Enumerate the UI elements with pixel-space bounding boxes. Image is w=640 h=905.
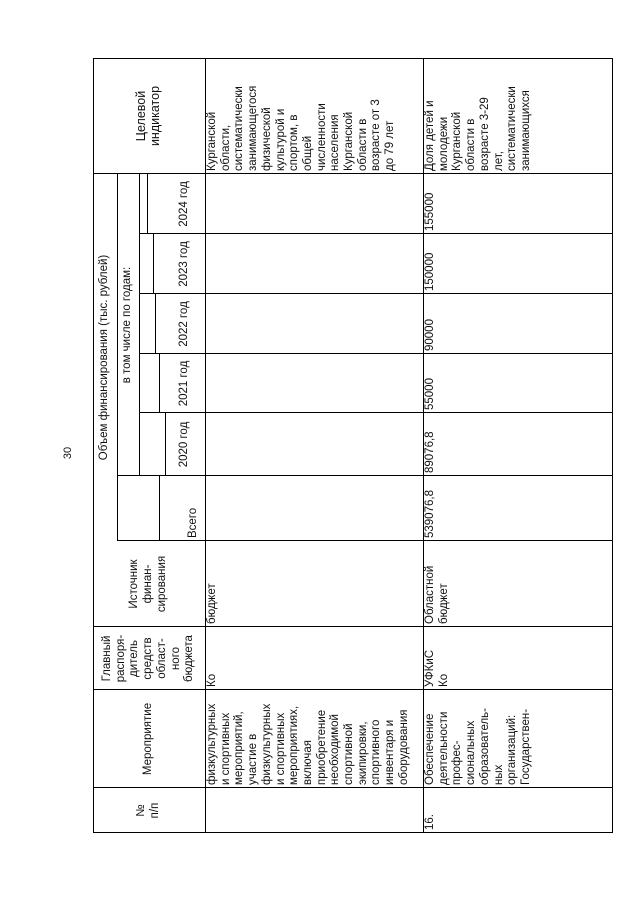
table-line-col-total xyxy=(117,540,613,541)
header-manager: Главный распоря- дитель средств област- ного бюджета xyxy=(101,634,196,683)
table-line-col-event xyxy=(93,787,613,788)
header-funding: Объем финансирования (тыс. рублей) xyxy=(98,254,111,461)
page-number: 30 xyxy=(62,446,74,460)
table-line-year-2024-top xyxy=(147,174,148,234)
table-line-right xyxy=(93,58,613,59)
table-line-year-2022-top xyxy=(155,294,156,354)
table-line-col-indicator xyxy=(93,173,613,174)
table-line-col-2022 xyxy=(139,353,613,354)
row2-indicator: Доля детей и молодежи Курганской области в возрасте 3-29 лет, систематически занимающихся xyxy=(424,86,532,171)
header-source: Источник финан- сирования xyxy=(128,555,168,613)
table-line-col-2023 xyxy=(139,293,613,294)
row1-value-2020 xyxy=(205,413,423,476)
header-year-2022: 2022 год xyxy=(178,301,191,347)
row2-num: 16. xyxy=(424,814,436,830)
table-line-left xyxy=(93,832,613,833)
row1-source: бюджет xyxy=(206,583,218,624)
row2-manager: УФКиС Ко xyxy=(424,649,450,687)
table-line-top xyxy=(93,58,94,833)
row1-value-2021 xyxy=(205,354,423,413)
row1-value-2023 xyxy=(205,234,423,294)
table-line-year-2020-top xyxy=(165,413,166,476)
financing-table xyxy=(93,58,613,833)
header-year-2020: 2020 год xyxy=(178,421,191,468)
row1-num xyxy=(205,788,423,833)
table-line-bottom xyxy=(612,58,613,833)
row1-manager: Ко xyxy=(206,673,218,687)
table-line-col-2024 xyxy=(139,233,613,234)
table-line-header-bottom xyxy=(205,58,206,833)
table-line-year-2021-top xyxy=(159,354,160,413)
row1-event: физкультурных и спортивных мероприятий, участие в физкультурных и спортивных мероприятиях, включая приобретение необходимой спортивной экипировки, спортивного инвентаря и оборудования xyxy=(206,703,410,785)
row1-indicator: Курганской области, систематически занимающегося физической культурой и спортом, в общей численности населения Курганской области в возрасте от 3 до 79 лет xyxy=(206,85,397,171)
header-num: № п/п xyxy=(135,802,161,819)
header-event: Мероприятие xyxy=(142,702,155,776)
table-line-col-2020 xyxy=(117,475,613,476)
header-year-2021: 2021 год xyxy=(178,360,191,407)
header-by-years: в том числе по годам: xyxy=(121,266,134,384)
row2-source: Областной бюджет xyxy=(424,565,450,624)
row2-value-2020: 89076,8 xyxy=(424,431,436,473)
row2-value-2023: 150000 xyxy=(424,252,436,291)
row2-value-2022: 90000 xyxy=(424,319,436,351)
row1-total xyxy=(205,476,423,541)
row2-value-2021: 55000 xyxy=(424,378,436,410)
table-line-years-sub xyxy=(139,174,140,476)
header-year-2024: 2024 год xyxy=(178,181,191,227)
table-line-col-manager xyxy=(93,689,613,690)
row2-event: Обеспечение деятельности профес- сиональных образователь- ных организаций: Государствен- xyxy=(424,708,532,785)
table-line-col-source xyxy=(93,626,613,627)
table-line-col-2021 xyxy=(139,412,613,413)
row1-value-2024 xyxy=(205,174,423,234)
table-line-total-top xyxy=(159,476,160,541)
table-line-year-2023-top xyxy=(153,234,154,294)
row1-value-2022 xyxy=(205,294,423,354)
row2-total: 539076,8 xyxy=(424,490,436,538)
row2-value-2024: 155000 xyxy=(424,192,436,231)
header-total: Всего xyxy=(187,507,199,538)
header-year-2023: 2023 год xyxy=(178,241,191,287)
table-line-row1-bottom xyxy=(423,58,424,833)
table-line-funding-sub xyxy=(117,174,118,541)
header-indicator: Целевой индикатор xyxy=(134,85,162,147)
